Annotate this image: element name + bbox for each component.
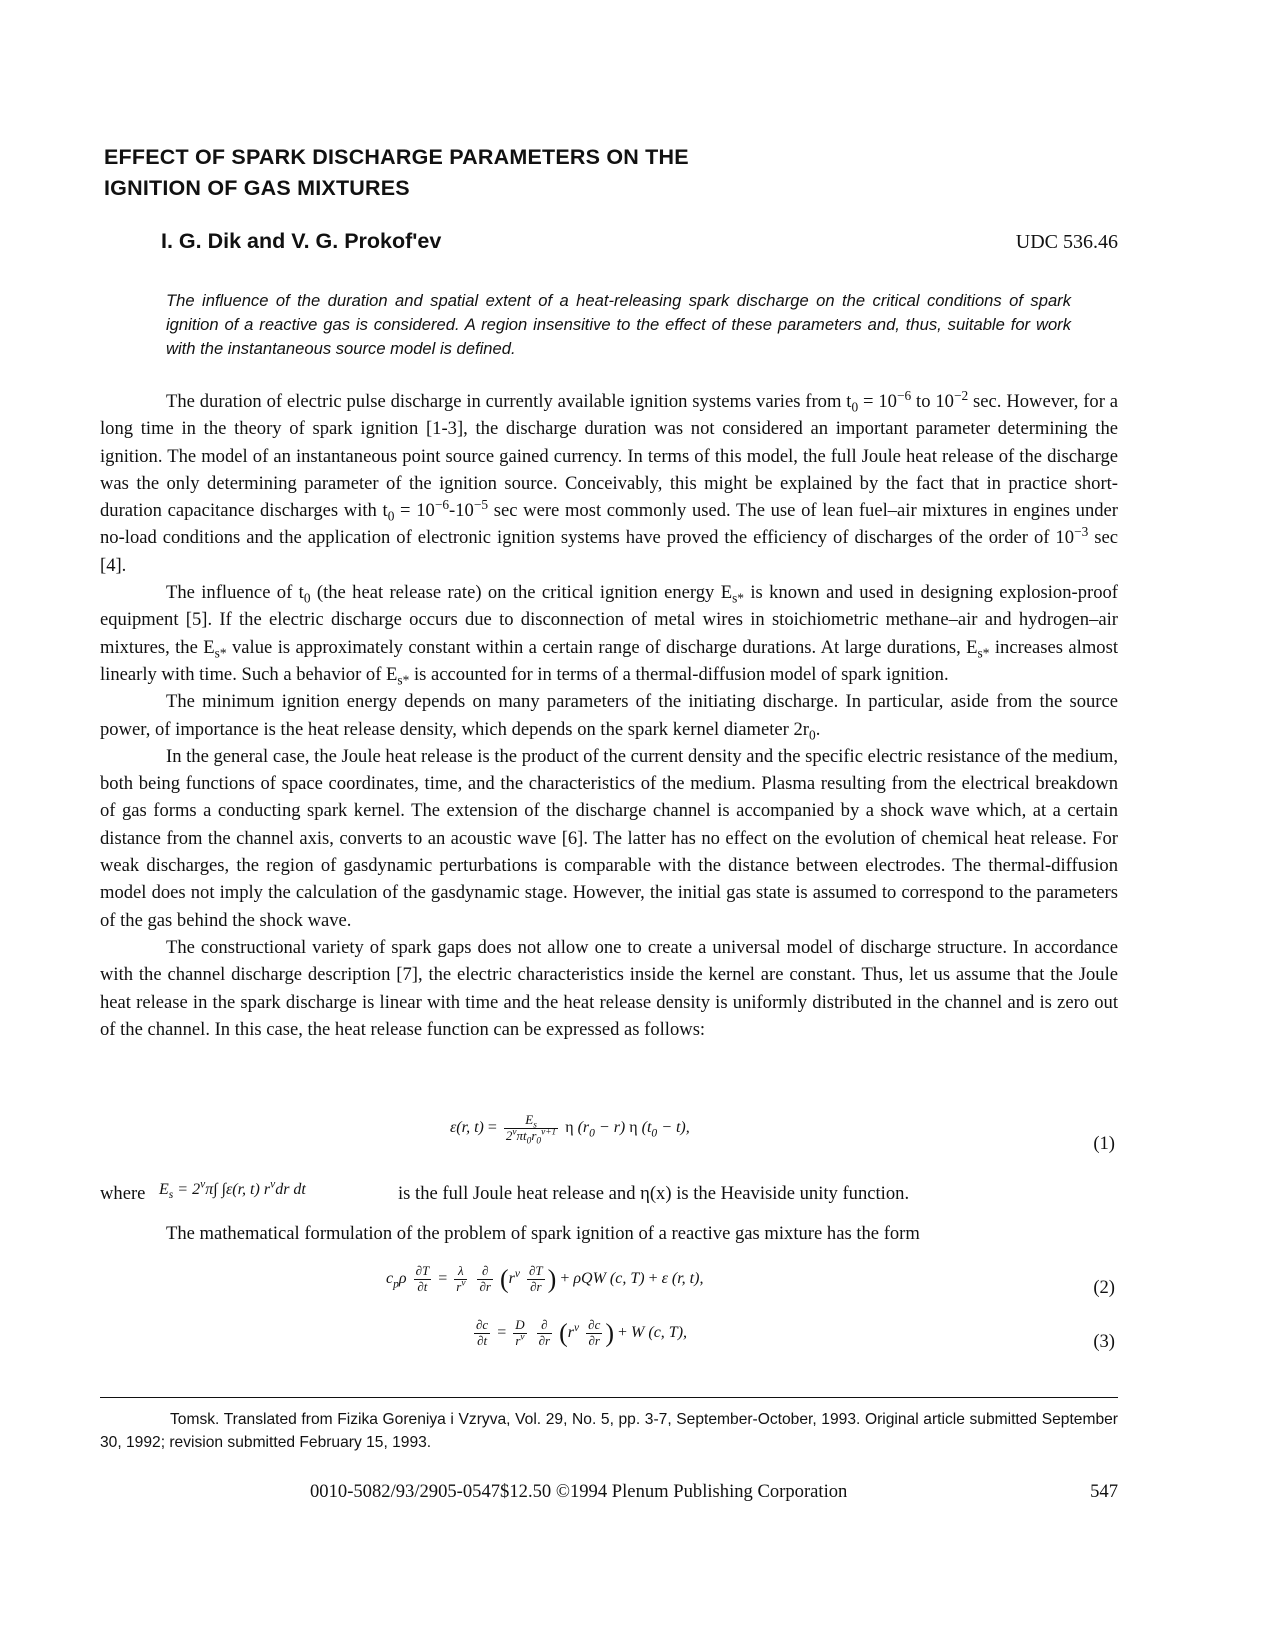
paragraph-4: In the general case, the Joule heat release is the product of the current density and the specific electric resistance of the medium, both being functions of space coordinates, time, and the characteristics of the medium. Plasma resulting from the electrical breakdown of gas forms a conducting spark kernel. The extension of the discharge channel is accompanied by a shock wave which, at a certain distance from the channel axis, converts to an acoustic wave [6]. The latter has no effect on the evolution of chemical heat release. For weak discharges, the region of gasdynamic perturbations is comparable with the distance between electrodes. The thermal-diffusion model does not imply the calculation of the gasdynamic stage. However, the initial gas state is assumed to correspond to the parameters of the gas behind the shock wave. (100, 745, 1119, 931)
joule-integral: $E_s = 2^\nu\pi\int$ ∫ε(r, t) $r^\nu dr$ dt (159, 1178, 306, 1202)
paragraph-1: The duration of electric pulse discharge in currently available ignition systems varies from $t_0 = 10^{-6}$ to $10^{-2}$ sec. However, for a long time in the theory of spark ignition [1-3], the discharge duration was not considered an important parameter determining the ignition. The model of an instantaneous point source gained currency. In terms of this model, the full Joule heat release of the discharge was the only determining parameter of the ignition source. Conceivably, this might be explained by the fact that in practice short-duration capacitance discharges with $t_0 = 10^{-6}-10^{-5}$ sec were most commonly used. The use of lean fuel–air mixtures in engines under no-load conditions and the application of electronic ignition systems have proved the efficiency of discharges of the order of $10^{-3}$ sec [4]. (100, 387, 1119, 576)
where-label: where (100, 1183, 146, 1204)
title-line-1: EFFECT OF SPARK DISCHARGE PARAMETERS ON THE (104, 145, 689, 169)
equation-1: ε(r, t) = $\frac{E_s}{2^\nu\pi t_0r_0^{\nu+1}}$ η $(r_0 - r)$ η $(t_0 - t)$, (450, 1112, 690, 1147)
authors: I. G. Dik and V. G. Prokof'ev (161, 229, 442, 253)
equation-2: $c_p\rho$ $\frac{\partial T}{\partial t}$ = $\frac{\lambda}{r^\nu}$ $\frac{\partial}{\partial r}$ ($r^\nu$ $\frac{\partial T}{\partial r}$ ) + ρQW (c, T) + ε (r, t), (386, 1263, 704, 1294)
equation-1-number: (1) (1093, 1133, 1115, 1154)
where-text: is the full Joule heat release and η(x) is the Heaviside unity function. (398, 1183, 910, 1204)
footnote-divider (100, 1397, 1118, 1398)
publication-id: 0010-5082/93/2905-0547$12.50 ©1994 Plenum Publishing Corporation (310, 1481, 848, 1502)
title-line-2: IGNITION OF GAS MIXTURES (104, 176, 410, 200)
body-text-2 (100, 1220, 1118, 1247)
footnote: Tomsk. Translated from Fizika Goreniya i Vzryva, Vol. 29, No. 5, pp. 3-7, September-October, 1993. Original article submitted September 30, 1992; revision submitted February 15, 1993. (100, 1411, 1118, 1451)
body-text (100, 388, 1118, 1043)
paragraph-2: The influence of $t_0$ (the heat release rate) on the critical ignition energy $E_{s*}$ is known and used in designing explosion-proof equipment [5]. If the electric discharge occurs due to disconnection of metal wires in stoichiometric methane–air and hydrogen–air mixtures, the $E_{s*}$ value is approximately constant within a certain range of discharge durations. At large durations, $E_{s*}$ increases almost linearly with time. Such a behavior of $E_{s*}$ is accounted for in terms of a thermal-diffusion model of spark ignition. (100, 582, 1119, 688)
equation-3-number: (3) (1093, 1331, 1115, 1352)
equation-2-number: (2) (1093, 1277, 1115, 1298)
paragraph-3: The minimum ignition energy depends on many parameters of the initiating discharge. In particular, aside from the source power, of importance is the heat release density, which depends on the spark kernel diameter $2r_0$. (100, 691, 1118, 743)
paragraph-5: The constructional variety of spark gaps does not allow one to create a universal model of discharge structure. In accordance with the channel discharge description [7], the electric characteristics inside the kernel are constant. Thus, let us assume that the Joule heat release in the spark discharge is linear with time and the heat release density is uniformly distributed in the channel and is zero out of the channel. In this case, the heat release function can be expressed as follows: (100, 936, 1118, 1040)
equation-3: $\frac{\partial c}{\partial t}$ = $\frac{D}{r^\nu}$ $\frac{\partial}{\partial r}$ ($r^\nu$ $\frac{\partial c}{\partial r}$ ) + W (c, T), (476, 1317, 688, 1348)
udc-code: UDC 536.46 (1015, 231, 1118, 253)
paper-title (104, 142, 1004, 204)
abstract: The influence of the duration and spatial extent of a heat-releasing spark discharge on the critical conditions of spark ignition of a reactive gas is considered. A region insensitive to the effect of these parameters and, thus, suitable for work with the instantaneous source model is defined. (166, 291, 1071, 358)
page-number: 547 (1090, 1481, 1118, 1502)
paragraph-6: The mathematical formulation of the problem of spark ignition of a reactive gas mixture has the form (166, 1223, 920, 1244)
